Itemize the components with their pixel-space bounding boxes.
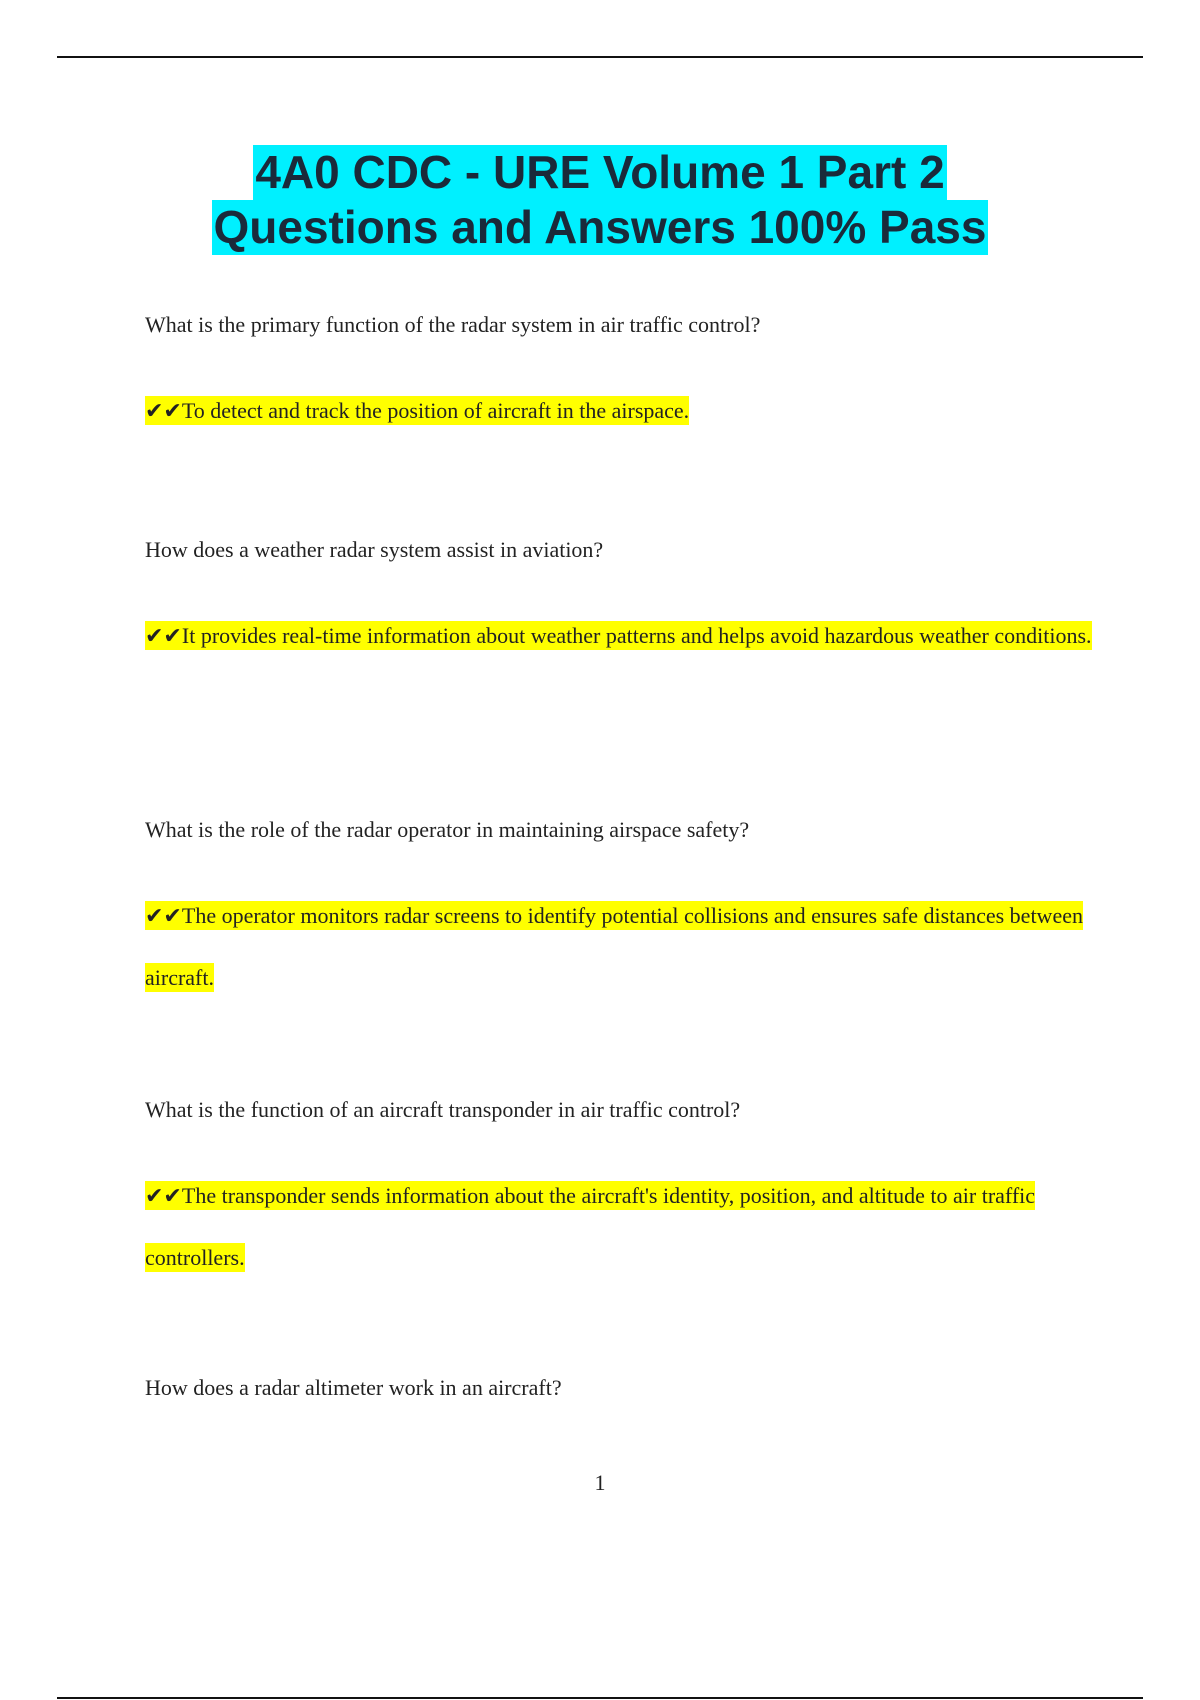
qa-item-4 bbox=[145, 1095, 1095, 1288]
answer-3 bbox=[145, 885, 1095, 1008]
page-number: 1 bbox=[594, 1470, 606, 1495]
question-2: How does a weather radar system assist in aviation? bbox=[145, 537, 604, 562]
answer-3-text: The operator monitors radar screens to identify potential collisions and ensures safe distances between aircraft. bbox=[145, 903, 1083, 990]
check-icon: ✔✔ bbox=[145, 904, 182, 929]
question-4: What is the function of an aircraft transponder in air traffic control? bbox=[145, 1097, 741, 1122]
answer-4 bbox=[145, 1165, 1095, 1288]
qa-item-1 bbox=[145, 310, 1095, 442]
qa-item-3 bbox=[145, 815, 1095, 1008]
answer-1-text: To detect and track the position of aircraft in the airspace. bbox=[181, 398, 690, 423]
document-title bbox=[0, 145, 1200, 255]
answer-2 bbox=[145, 605, 1095, 667]
qa-item-5 bbox=[145, 1373, 1095, 1403]
check-icon: ✔✔ bbox=[145, 399, 182, 424]
check-icon: ✔✔ bbox=[145, 624, 182, 649]
title-line-2: Questions and Answers 100% Pass bbox=[213, 201, 987, 253]
qa-item-2 bbox=[145, 535, 1095, 667]
title-line-1: 4A0 CDC - URE Volume 1 Part 2 bbox=[255, 146, 945, 198]
question-3: What is the role of the radar operator in maintaining airspace safety? bbox=[145, 817, 750, 842]
answer-1 bbox=[145, 380, 1095, 442]
answer-4-text: The transponder sends information about the aircraft's identity, position, and altitude to air traffic controllers. bbox=[145, 1183, 1036, 1270]
bottom-rule bbox=[57, 1697, 1143, 1699]
question-5: How does a radar altimeter work in an aircraft? bbox=[145, 1375, 562, 1400]
check-icon: ✔✔ bbox=[145, 1184, 182, 1209]
answer-2-text: It provides real-time information about weather patterns and helps avoid hazardous weather conditions. bbox=[181, 623, 1092, 648]
question-1: What is the primary function of the radar system in air traffic control? bbox=[145, 312, 761, 337]
top-rule bbox=[57, 56, 1143, 58]
